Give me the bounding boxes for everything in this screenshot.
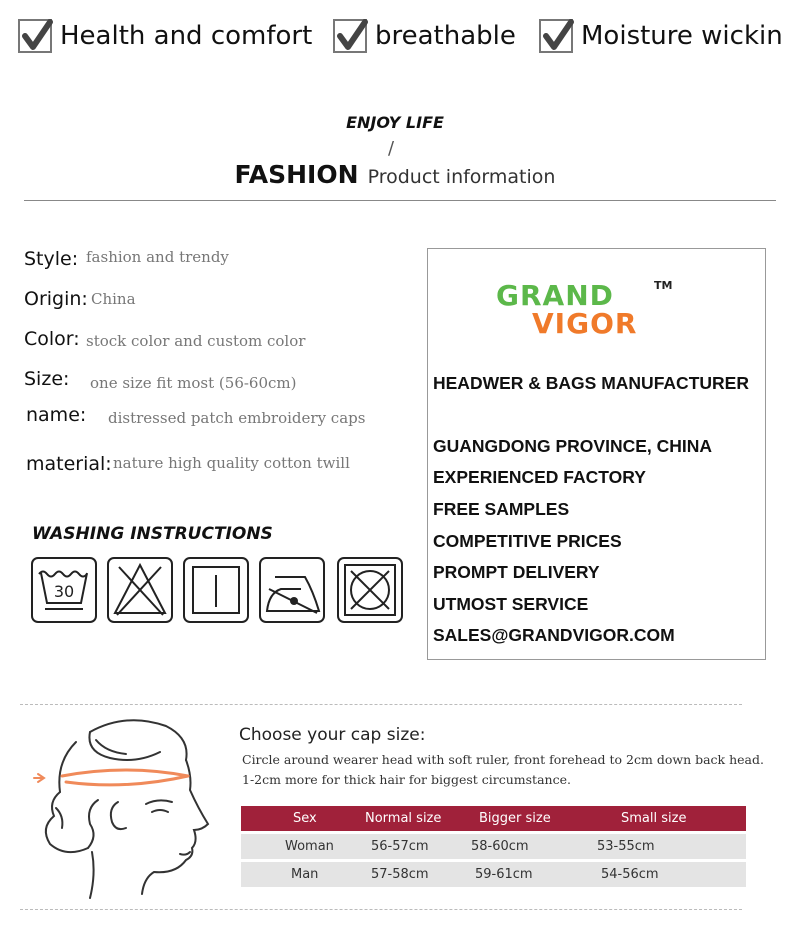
spec-value: China bbox=[91, 290, 136, 308]
divider bbox=[20, 909, 742, 910]
spec-value: nature high quality cotton twill bbox=[113, 454, 350, 472]
spec-key: material: bbox=[26, 453, 112, 475]
spec-key: Origin: bbox=[24, 288, 88, 310]
size-guide-instruction: 1-2cm more for thick hair for biggest circumstance. bbox=[242, 772, 571, 787]
spec-value: fashion and trendy bbox=[86, 248, 229, 266]
spec-value: distressed patch embroidery caps bbox=[108, 409, 366, 427]
table-row bbox=[241, 862, 746, 887]
tagline: ENJOY LIFE bbox=[346, 113, 444, 132]
sales-email[interactable]: SALES@GRANDVIGOR.COM bbox=[433, 625, 675, 645]
table-cell: 58-60cm bbox=[471, 839, 529, 854]
table-cell: Woman bbox=[285, 839, 334, 854]
spec-key: Style: bbox=[24, 248, 79, 270]
table-cell: 53-55cm bbox=[597, 839, 655, 854]
feature-label: breathable bbox=[375, 21, 516, 51]
spec-color bbox=[24, 328, 80, 350]
company-line: EXPERIENCED FACTORY bbox=[433, 467, 646, 487]
brand-logo bbox=[494, 275, 694, 339]
section-title bbox=[0, 160, 790, 189]
divider bbox=[20, 704, 742, 705]
checkmark-icon bbox=[333, 19, 367, 53]
svg-text:GRAND: GRAND bbox=[496, 279, 614, 312]
spec-material bbox=[26, 453, 112, 475]
size-table bbox=[241, 806, 746, 887]
spec-size bbox=[24, 368, 69, 390]
washing-title: WASHING INSTRUCTIONS bbox=[32, 524, 273, 544]
iron-low-heat-icon bbox=[259, 557, 325, 623]
spec-key: Color: bbox=[24, 328, 80, 350]
line-dry-icon bbox=[183, 557, 249, 623]
spec-key: Size: bbox=[24, 368, 70, 390]
spec-style bbox=[24, 248, 78, 270]
do-not-bleach-icon bbox=[107, 557, 173, 623]
company-line: HEADWER & BAGS MANUFACTURER bbox=[433, 373, 749, 393]
head-measurement-icon bbox=[26, 712, 226, 902]
feature-health bbox=[18, 16, 312, 56]
separator: / bbox=[388, 138, 395, 159]
company-line: UTMOST SERVICE bbox=[433, 594, 589, 614]
table-header-row bbox=[241, 806, 746, 831]
table-header-cell: Bigger size bbox=[479, 811, 551, 826]
feature-moisture bbox=[539, 16, 783, 56]
checkmark-icon bbox=[18, 19, 52, 53]
table-row bbox=[241, 834, 746, 859]
table-header-cell: Small size bbox=[621, 811, 687, 826]
feature-label: Moisture wickin bbox=[581, 21, 783, 51]
table-header-cell: Normal size bbox=[365, 811, 442, 826]
company-line: FREE SAMPLES bbox=[433, 499, 570, 519]
table-cell: Man bbox=[291, 867, 319, 882]
table-cell: 59-61cm bbox=[475, 867, 533, 882]
spec-name bbox=[26, 404, 86, 426]
table-cell: 56-57cm bbox=[371, 839, 429, 854]
table-cell: 54-56cm bbox=[601, 867, 659, 882]
company-line: GUANGDONG PROVINCE, CHINA bbox=[433, 436, 713, 456]
company-line: PROMPT DELIVERY bbox=[433, 562, 600, 582]
spec-value: stock color and custom color bbox=[86, 332, 306, 350]
wash-30-icon bbox=[31, 557, 97, 623]
spec-origin bbox=[24, 288, 88, 310]
size-guide-instruction: Circle around wearer head with soft ruler, front forehead to 2cm down back head. bbox=[242, 752, 764, 767]
table-header-cell: Sex bbox=[293, 811, 317, 826]
company-line: COMPETITIVE PRICES bbox=[433, 531, 622, 551]
spec-key: name: bbox=[26, 404, 87, 426]
do-not-tumble-dry-icon bbox=[337, 557, 403, 623]
wash-temp-label: 30 bbox=[53, 582, 75, 601]
feature-breathable bbox=[333, 16, 516, 56]
svg-text:VIGOR: VIGOR bbox=[532, 307, 638, 339]
spec-value: one size fit most (56-60cm) bbox=[90, 374, 297, 392]
feature-label: Health and comfort bbox=[60, 21, 313, 51]
title-product-info: Product information bbox=[367, 166, 556, 188]
company-info-box bbox=[427, 248, 766, 660]
svg-text:TM: TM bbox=[654, 279, 673, 292]
size-guide-title: Choose your cap size: bbox=[239, 725, 426, 745]
title-fashion: FASHION bbox=[234, 160, 359, 189]
table-cell: 57-58cm bbox=[371, 867, 429, 882]
divider bbox=[24, 200, 776, 201]
checkmark-icon bbox=[539, 19, 573, 53]
